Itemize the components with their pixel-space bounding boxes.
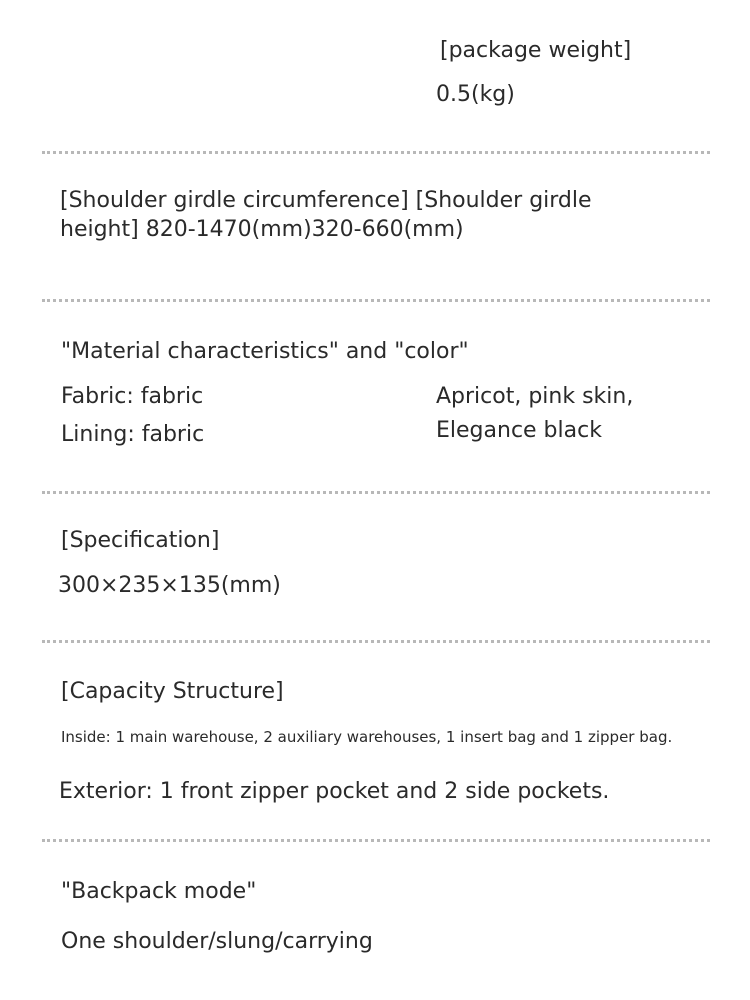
backpack-mode-heading: "Backpack mode" xyxy=(61,879,257,904)
material-heading: "Material characteristics" and "color" xyxy=(61,339,469,364)
section-divider xyxy=(42,151,710,154)
package-weight-label: [package weight] xyxy=(440,38,632,63)
specification-heading: [Specification] xyxy=(61,528,220,553)
section-divider xyxy=(42,299,710,302)
capacity-heading: [Capacity Structure] xyxy=(61,679,284,704)
capacity-inside: Inside: 1 main warehouse, 2 auxiliary warehouses, 1 insert bag and 1 zipper bag. xyxy=(61,728,673,746)
color-options-line-1: Apricot, pink skin, xyxy=(436,384,634,409)
section-divider xyxy=(42,640,710,643)
section-divider xyxy=(42,491,710,494)
capacity-exterior: Exterior: 1 front zipper pocket and 2 side pockets. xyxy=(59,779,610,804)
backpack-mode-value: One shoulder/slung/carrying xyxy=(61,929,373,954)
material-lining: Lining: fabric xyxy=(61,422,205,447)
section-divider xyxy=(42,839,710,842)
shoulder-girdle-text: [Shoulder girdle circumference] [Shoulder girdle height] 820-1470(mm)320-660(mm) xyxy=(60,188,592,242)
color-options-line-2: Elegance black xyxy=(436,418,602,443)
specification-value: 300×235×135(mm) xyxy=(58,573,281,598)
package-weight-value: 0.5(kg) xyxy=(436,82,515,107)
material-fabric: Fabric: fabric xyxy=(61,384,204,409)
